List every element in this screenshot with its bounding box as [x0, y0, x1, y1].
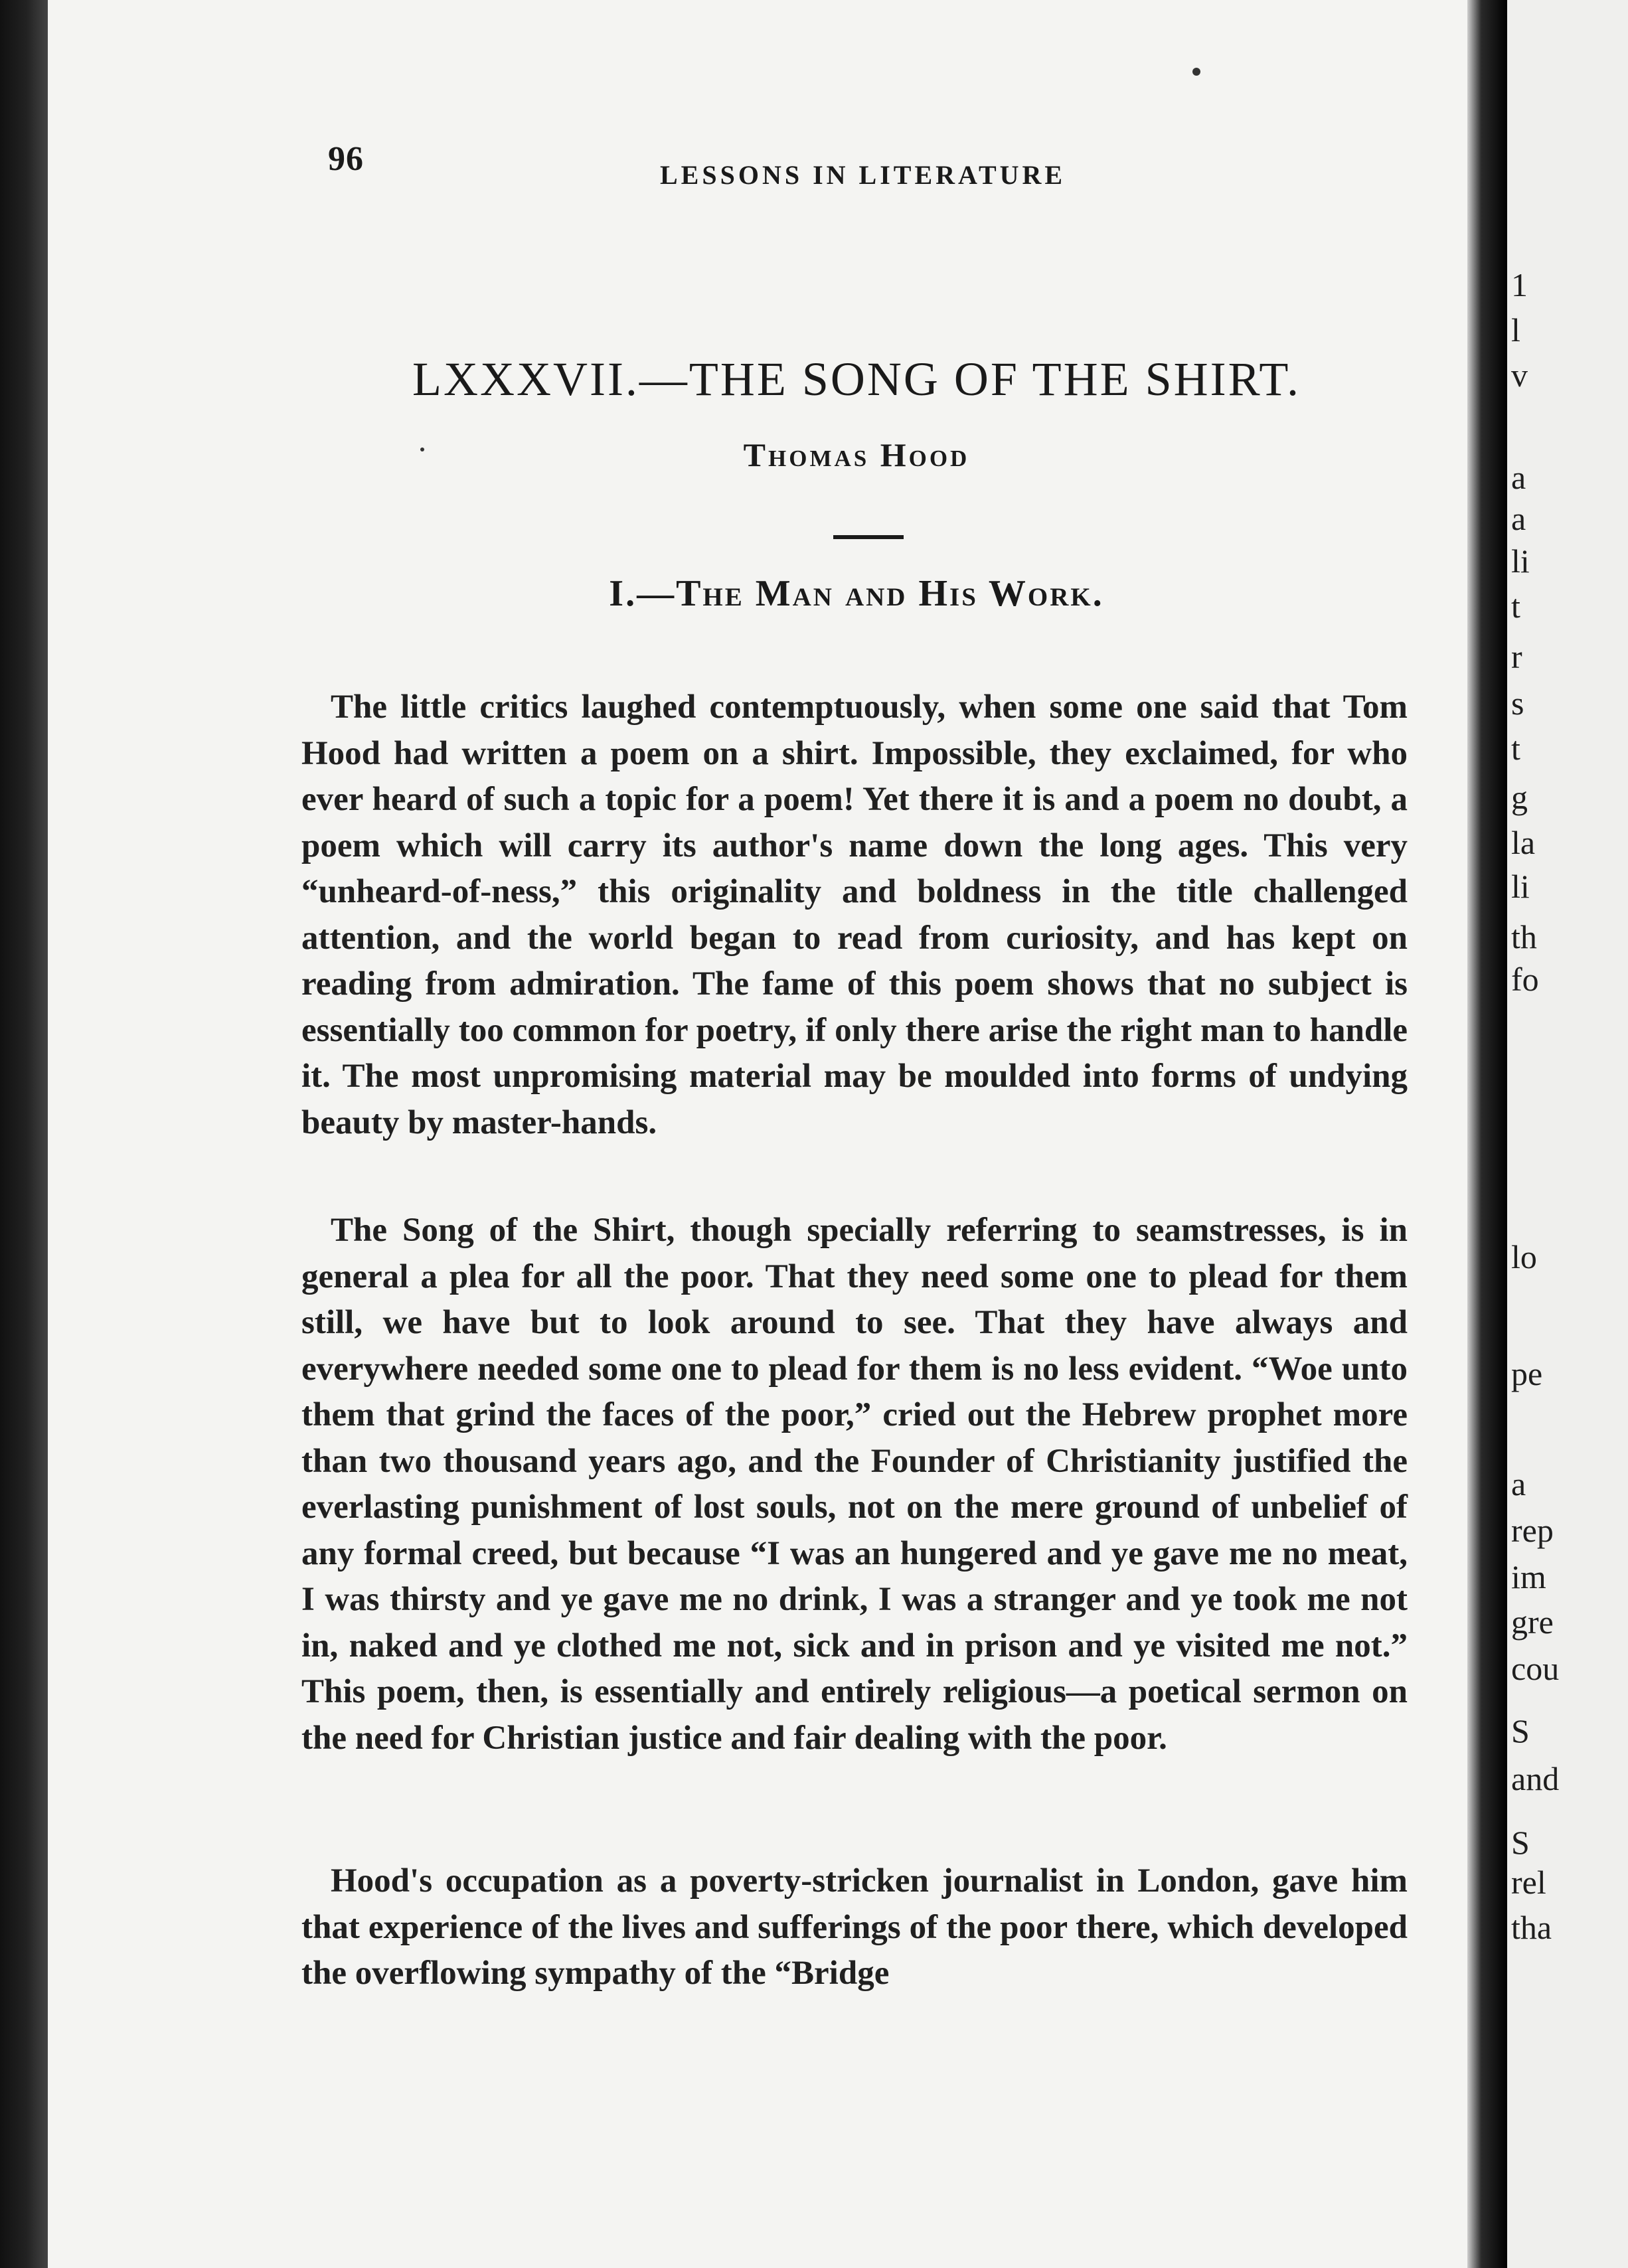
facing-page-fragment: li — [1511, 542, 1530, 580]
facing-page-fragment: la — [1511, 824, 1536, 861]
facing-page-fragment: th — [1511, 918, 1537, 955]
facing-page-fragment: rep — [1511, 1512, 1554, 1549]
facing-page-fragment: rel — [1511, 1864, 1546, 1901]
facing-page-fragment: im — [1511, 1558, 1546, 1595]
scan-speck — [1192, 68, 1200, 76]
title-rule — [833, 535, 904, 539]
scan-speck — [420, 447, 424, 451]
facing-page-fragment: and — [1511, 1760, 1560, 1797]
facing-page-fragment: t — [1511, 730, 1520, 767]
page-number: 96 — [328, 140, 364, 178]
running-head: LESSONS IN LITERATURE — [660, 160, 1066, 190]
facing-page-fragment: li — [1511, 868, 1530, 905]
facing-page-fragment: r — [1511, 638, 1522, 675]
facing-page-fragment: gre — [1511, 1603, 1554, 1641]
body-paragraph-3: Hood's occupation as a poverty-stricken journalist in London, gave him that experience of the lives and sufferings of the poor there, which developed the overflowing sympathy of the “Bridge — [301, 1862, 1408, 1992]
body-paragraph-1: The little critics laughed contemptuously, when some one said that Tom Hood had written a poem on a shirt. Impossible, they exclaimed, for who ever heard of such a topic for a poem! Yet there it is and a poem no doubt, a poem which will carry its author's name down the long ages. This very “unheard-of-ness,” this originality and boldness in the title challenged attention, and the world began to read from curiosity, and has kept on reading from admiration. The fame of this poem shows that no subject is essentially too common for poetry, if only there arise the right man to handle it. The most unpromising material may be moulded into forms of undying beauty by master-hands. — [301, 688, 1408, 1141]
facing-page-fragment: fo — [1511, 961, 1539, 998]
facing-page-fragment: tha — [1511, 1909, 1552, 1946]
author-name: Thomas Hood — [743, 436, 970, 473]
facing-page-fragment: S — [1511, 1824, 1530, 1861]
chapter-title: LXXXVII.—THE SONG OF THE SHIRT. — [412, 353, 1301, 406]
body-paragraph-2: The Song of the Shirt, though specially referring to seamstresses, is in general a plea for all the poor. That they need some one to plead for them still, we have but to look around to see. That they have always and everywhere needed some one to plead for them is no less evident. “Woe unto them that grind the faces of the poor,” cried out the Hebrew prophet more than two thousand years ago, and the Founder of Christianity justified the everlasting punishment of lost souls, not on the mere ground of unbelief of any formal creed, but because “I was an hungered and ye gave me no meat, I was thirsty and ye gave me no drink, I was a stranger and ye took me not in, naked and ye clothed me not, sick and in prison and ye visited me not.” This poem, then, is essentially and entirely religious—a poetical sermon on the need for Christian justice and fair dealing with the poor. — [301, 1212, 1408, 1757]
scan-border-left — [0, 0, 48, 2268]
facing-page-fragment: g — [1511, 779, 1528, 816]
facing-page-fragment: cou — [1511, 1650, 1560, 1687]
facing-page-fragment: s — [1511, 685, 1524, 722]
facing-page-fragment: a — [1511, 1465, 1526, 1502]
facing-page-fragment: v — [1511, 357, 1528, 394]
facing-page-fragment: 1 — [1511, 266, 1528, 303]
facing-page-fragment: S — [1511, 1712, 1530, 1749]
facing-page-fragment: a — [1511, 459, 1526, 496]
facing-page-fragment: lo — [1511, 1238, 1537, 1275]
section-heading: I.—The Man and His Work. — [609, 573, 1104, 614]
facing-page-fragment: pe — [1511, 1355, 1543, 1392]
scan-gutter — [1467, 0, 1507, 2268]
facing-page-edge — [1507, 0, 1628, 2268]
facing-page-fragment: t — [1511, 588, 1520, 625]
facing-page-fragment: a — [1511, 500, 1526, 537]
facing-page-fragment: l — [1511, 311, 1520, 349]
